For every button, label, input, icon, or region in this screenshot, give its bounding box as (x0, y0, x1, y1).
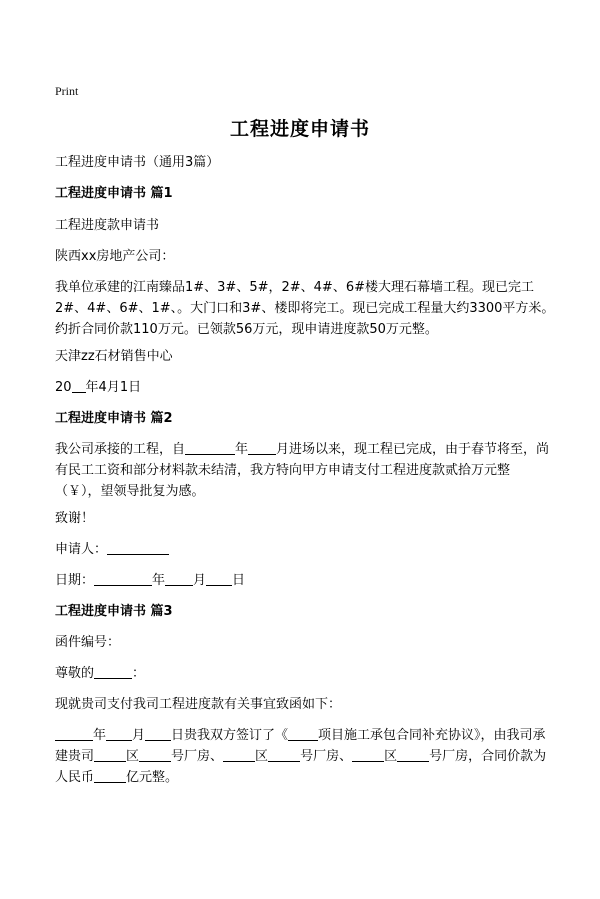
b-end: 亿元整。 (126, 770, 179, 785)
b-qu2-blank (223, 747, 255, 762)
b-year-blank (55, 726, 93, 741)
salutation-suffix: ： (132, 666, 146, 681)
date-month: 月 (193, 573, 207, 588)
section1-addressee: 陕西xx房地产公司： (55, 249, 175, 264)
section2-heading: 工程进度申请书 篇2 (55, 411, 173, 426)
b-qu1: 区 (126, 749, 140, 764)
s2-year-blank (185, 440, 235, 455)
salutation-blank (94, 664, 132, 679)
date-day-blank (206, 571, 232, 586)
b-day-text: 日贵我双方签订了《 (171, 728, 289, 743)
section3-body (55, 725, 555, 788)
section1-body: 我单位承建的江南臻品1#、3#、5#，2#、4#、6#楼大理石幕墙工程。现已完工2#、4#、6#、1#、。大门口和3#、楼即将完工。现已完成工程量大约3300平方米。约折合同价款110万元。已领款56万元，现申请进度款50万元整。 (55, 280, 555, 337)
b-hao2: 号厂房、 (300, 749, 353, 764)
print-link[interactable]: Print (55, 84, 79, 98)
b-qu3: 区 (384, 749, 398, 764)
b-amount-blank (94, 768, 126, 783)
s2-year: 年 (235, 442, 249, 457)
section3-letter-no: 函件编号： (55, 635, 121, 650)
section1-signer: 天津zz石材销售中心 (55, 349, 173, 364)
date-day: 日 (232, 573, 246, 588)
intro-line: 工程进度申请书（通用3篇） (55, 155, 220, 170)
b-qu3-blank (352, 747, 384, 762)
date-month-blank (165, 571, 193, 586)
applicant-label: 申请人： (55, 542, 108, 557)
date-suffix: 年4月1日 (85, 380, 142, 395)
date-year: 年 (152, 573, 166, 588)
b-hao3: 号厂房，合同价款为人民币 (55, 749, 547, 785)
section3-intro: 现就贵司支付我司工程进度款有关事宜致函如下： (55, 697, 342, 712)
b-day-blank (145, 726, 171, 741)
b-hao3-blank (397, 747, 429, 762)
date-prefix: 20 (55, 380, 72, 395)
b-hao1: 号厂房、 (171, 749, 224, 764)
section2-body (55, 439, 555, 502)
salutation-prefix: 尊敬的 (55, 666, 95, 681)
section1-subtitle: 工程进度款申请书 (55, 218, 160, 233)
date-year-blank (94, 571, 152, 586)
date-blank (72, 378, 86, 393)
section1-date (55, 377, 555, 398)
applicant-blank (107, 540, 169, 555)
b-hao2-blank (268, 747, 300, 762)
section1-heading: 工程进度申请书 篇1 (55, 186, 173, 201)
b-agreement: 项目施工承包合同补充协议》，由我司承建贵司 (55, 728, 546, 764)
section3-salutation (55, 663, 555, 684)
section2-date (55, 570, 555, 591)
s2-part2: 月进场以来，现工程已完成，由于春节将至，尚有民工工资和部分材料款未结清，我方特向甲方申请支付工程进度款贰拾万元整（￥），望领导批复为感。 (55, 442, 550, 499)
b-month: 月 (132, 728, 146, 743)
s2-month-blank (248, 440, 276, 455)
s2-part1: 我公司承接的工程，自 (55, 442, 186, 457)
section3-heading: 工程进度申请书 篇3 (55, 604, 173, 619)
b-hao1-blank (139, 747, 171, 762)
b-project-blank (288, 726, 318, 741)
b-qu1-blank (94, 747, 126, 762)
section2-applicant (55, 539, 555, 560)
b-qu2: 区 (255, 749, 269, 764)
date-label: 日期： (55, 573, 95, 588)
b-year: 年 (93, 728, 107, 743)
section2-thanks: 致谢！ (55, 511, 95, 526)
document-title: 工程进度申请书 (229, 118, 370, 140)
b-month-blank (106, 726, 132, 741)
